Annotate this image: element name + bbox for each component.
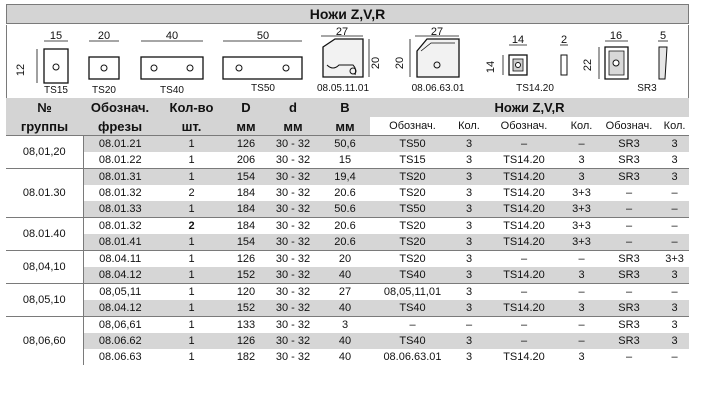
knife-ts1420-drawing xyxy=(485,34,568,94)
ts50-width-dim: 50 xyxy=(256,30,270,42)
knife-080663-drawing xyxy=(394,26,465,94)
080663-height-dim: 20 xyxy=(394,56,406,70)
knife2-name-cell: TS14.20 xyxy=(483,234,565,251)
knife2-name-cell: – xyxy=(483,136,565,153)
knife2-name-cell: TS14.20 xyxy=(503,350,545,363)
knife2-qty-cell: 3 xyxy=(565,267,598,284)
knife2-qty-cell: – xyxy=(565,136,598,153)
knife3-qty-cell: – xyxy=(660,284,689,301)
header-qty: Кол-во xyxy=(157,98,226,117)
header-outer-diameter-unit: мм xyxy=(226,117,266,136)
outer-diameter-cell: 120 xyxy=(226,284,266,301)
table-row xyxy=(6,201,689,218)
ts20-width-dim: 20 xyxy=(97,30,111,42)
knife1-qty-cell: 3 xyxy=(455,267,483,284)
knife2-name-cell: TS14.20 xyxy=(483,267,565,284)
knife3-name-cell: SR3 xyxy=(598,333,660,349)
header-cutter-2: фрезы xyxy=(83,117,157,136)
cutter-qty-cell: 1 xyxy=(157,234,226,251)
cutter-code-cell: 08.01.32 xyxy=(98,186,142,199)
sr3-label: SR3 xyxy=(637,83,657,94)
bore-cell: 30 - 32 xyxy=(266,218,320,235)
knife1-qty-cell: 3 xyxy=(465,153,473,166)
knife2-qty-cell: 3 xyxy=(578,350,585,363)
table-row xyxy=(6,185,689,201)
knife3-name-cell: – xyxy=(625,186,633,199)
cutter-qty-cell: 2 xyxy=(188,186,195,199)
knife3-qty-cell: 3 xyxy=(660,136,689,153)
knife-080511-drawing xyxy=(317,26,382,94)
knife3-name-cell: – xyxy=(598,218,660,235)
header-knife1-qty: Кол. xyxy=(455,117,483,136)
bore-cell: 30 - 32 xyxy=(266,251,320,268)
knife1-name-cell: TS40 xyxy=(370,267,455,284)
knife2-qty-cell: 3+3 xyxy=(565,218,598,235)
knife3-name-cell: – xyxy=(598,234,660,251)
sr3-width-dim: 16 xyxy=(609,30,623,42)
knife2-qty-cell: 3 xyxy=(578,153,585,166)
knife1-qty-cell: 3 xyxy=(455,333,483,349)
header-width: B xyxy=(320,98,370,117)
header-qty-2: шт. xyxy=(157,117,226,136)
table-row xyxy=(6,333,689,349)
outer-diameter-cell: 126 xyxy=(226,333,266,349)
knife2-name-cell: – xyxy=(483,284,565,301)
header-knife1-name: Обознач. xyxy=(370,117,455,136)
knife3-name-cell: SR3 xyxy=(618,153,640,166)
table-row xyxy=(6,169,689,186)
knife1-qty-cell: 3 xyxy=(465,186,473,199)
knife1-qty-cell: 3 xyxy=(455,251,483,268)
cutter-code-cell: 08.01.33 xyxy=(83,201,157,218)
knife2-qty-cell: – xyxy=(565,251,598,268)
header-group-number: № xyxy=(6,98,83,117)
table-row xyxy=(6,317,689,334)
table-row xyxy=(6,218,689,235)
knife2-qty-cell: 3+3 xyxy=(565,234,598,251)
table-row xyxy=(6,300,689,317)
width-cell: 40 xyxy=(320,333,370,349)
knife3-qty-cell: 3 xyxy=(660,267,689,284)
knife2-name-cell: TS14.20 xyxy=(483,169,565,186)
080511-width-dim: 27 xyxy=(335,26,349,38)
width-cell: 20.6 xyxy=(320,218,370,235)
bore-cell: 30 - 32 xyxy=(266,284,320,301)
bore-cell: 30 - 32 xyxy=(266,267,320,284)
header-knife3-name: Обознач. xyxy=(598,117,660,136)
knife1-name-cell: – xyxy=(370,317,455,334)
cutter-qty-cell: 1 xyxy=(157,251,226,268)
knife3-name-cell: SR3 xyxy=(598,317,660,334)
cutter-qty-cell: 1 xyxy=(188,153,195,166)
bore-cell: 30 - 32 xyxy=(266,169,320,186)
table-row xyxy=(6,152,689,169)
knife3-qty-cell: 3 xyxy=(660,333,689,349)
header-width-unit: мм xyxy=(320,117,370,136)
knife3-qty-cell: – xyxy=(671,350,678,363)
ts1420-height-dim: 14 xyxy=(485,60,497,74)
table-row xyxy=(6,251,689,268)
080511-label: 08.05.11.01 xyxy=(316,83,370,94)
cutter-code-cell: 08.01.32 xyxy=(83,218,157,235)
knife1-qty-cell: 3 xyxy=(465,350,473,363)
page-title: Ножи Z,V,R xyxy=(6,4,689,24)
knife1-qty-cell: 3 xyxy=(455,169,483,186)
width-cell: 19,4 xyxy=(320,169,370,186)
cutter-code-cell: 08.01.41 xyxy=(83,234,157,251)
width-cell: 40 xyxy=(320,267,370,284)
outer-diameter-cell: 184 xyxy=(236,186,256,199)
knife2-qty-cell: 3 xyxy=(565,300,598,317)
knife-diagrams xyxy=(6,25,689,98)
outer-diameter-cell: 152 xyxy=(226,267,266,284)
knife1-qty-cell: 3 xyxy=(455,300,483,317)
knife3-name-cell: SR3 xyxy=(598,300,660,317)
ts15-height-dim: 12 xyxy=(15,63,27,77)
knife1-name-cell: TS20 xyxy=(370,234,455,251)
cutter-knife-table xyxy=(6,98,689,365)
knife3-qty-cell: 3 xyxy=(660,169,689,186)
cutter-code-cell: 08,05,11 xyxy=(83,284,157,301)
bore-cell: 30 - 32 xyxy=(266,136,320,153)
ts1420-thick-dim: 2 xyxy=(560,34,568,46)
width-cell: 15 xyxy=(338,153,352,166)
width-cell: 3 xyxy=(320,317,370,334)
knife1-name-cell: TS40 xyxy=(370,333,455,349)
outer-diameter-cell: 152 xyxy=(226,300,266,317)
knife2-name-cell: – xyxy=(483,333,565,349)
bore-cell: 30 - 32 xyxy=(275,153,311,166)
knife3-qty-cell: – xyxy=(660,234,689,251)
group-number-cell: 08,06,60 xyxy=(6,317,83,366)
knife1-name-cell: TS20 xyxy=(370,251,455,268)
header-group-number-2: группы xyxy=(6,117,83,136)
cutter-qty-cell: 1 xyxy=(157,136,226,153)
ts40-width-dim: 40 xyxy=(165,30,179,42)
group-number-cell: 08,04,10 xyxy=(6,251,83,284)
knife3-name-cell: – xyxy=(598,284,660,301)
bore-cell: 30 - 32 xyxy=(266,317,320,334)
knife1-name-cell: TS50 xyxy=(370,136,455,153)
header-knife2-name: Обознач. xyxy=(483,117,565,136)
knife2-name-cell: TS14.20 xyxy=(483,218,565,235)
knife1-name-cell: TS50 xyxy=(370,201,455,218)
bore-cell: 30 - 32 xyxy=(266,201,320,218)
knife2-name-cell: TS14.20 xyxy=(503,186,545,199)
ts1420-width-dim: 14 xyxy=(511,34,525,46)
cutter-qty-cell: 1 xyxy=(157,333,226,349)
knife2-qty-cell: – xyxy=(565,284,598,301)
header-outer-diameter: D xyxy=(226,98,266,117)
knife2-name-cell: TS14.20 xyxy=(483,300,565,317)
knife-ts20-drawing xyxy=(89,30,119,96)
knife-diagram-svg xyxy=(7,25,690,98)
header-cutter: Обознач. xyxy=(83,98,157,117)
cutter-qty-cell: 2 xyxy=(157,218,226,235)
knife3-name-cell: – xyxy=(625,350,633,363)
knife-ts15-drawing xyxy=(15,30,68,96)
ts50-label: TS50 xyxy=(251,83,275,94)
outer-diameter-cell: 126 xyxy=(226,251,266,268)
outer-diameter-cell: 154 xyxy=(226,234,266,251)
cutter-qty-cell: 1 xyxy=(157,317,226,334)
cutter-qty-cell: 1 xyxy=(157,267,226,284)
knife3-qty-cell: – xyxy=(671,186,678,199)
knife-sr3-drawing xyxy=(582,30,668,94)
knife1-name-cell: 08,05,11,01 xyxy=(370,284,455,301)
width-cell: 20.6 xyxy=(320,234,370,251)
ts40-label: TS40 xyxy=(160,85,184,96)
table-row xyxy=(6,234,689,251)
cutter-qty-cell: 1 xyxy=(157,169,226,186)
knife1-qty-cell: 3 xyxy=(455,284,483,301)
knife3-name-cell: – xyxy=(598,201,660,218)
knife3-qty-cell: 3+3 xyxy=(660,251,689,268)
width-cell: 50.6 xyxy=(320,201,370,218)
knife-ts40-drawing xyxy=(141,30,203,96)
sr3-thick-dim: 5 xyxy=(659,30,667,42)
knife3-qty-cell: 3 xyxy=(660,317,689,334)
knife2-name-cell: – xyxy=(483,317,565,334)
group-number-cell: 08,05,10 xyxy=(6,284,83,317)
knife1-name-cell: TS20 xyxy=(399,186,426,199)
knife2-name-cell: – xyxy=(483,251,565,268)
bore-cell: 30 - 32 xyxy=(266,234,320,251)
bore-cell: 30 - 32 xyxy=(275,350,311,363)
cutter-code-cell: 08.01.21 xyxy=(83,136,157,153)
outer-diameter-cell: 126 xyxy=(226,136,266,153)
outer-diameter-cell: 133 xyxy=(226,317,266,334)
knife1-name-cell: 08.06.63.01 xyxy=(383,350,442,363)
table-row xyxy=(6,284,689,301)
table-body xyxy=(6,136,689,366)
knife3-name-cell: SR3 xyxy=(598,136,660,153)
knife2-name-cell: TS14.20 xyxy=(483,201,565,218)
group-number-cell: 08.01.40 xyxy=(6,218,83,251)
knife3-qty-cell: 3 xyxy=(660,300,689,317)
knife1-name-cell: TS20 xyxy=(370,218,455,235)
knife3-qty-cell: 3 xyxy=(671,153,678,166)
knife1-qty-cell: 3 xyxy=(455,136,483,153)
ts1420-label: TS14.20 xyxy=(516,83,554,94)
table-row xyxy=(6,136,689,153)
knife2-qty-cell: 3+3 xyxy=(572,186,591,199)
outer-diameter-cell: 206 xyxy=(236,153,256,166)
cutter-code-cell: 08.06.63 xyxy=(98,350,142,363)
080663-label: 08.06.63.01 xyxy=(411,83,465,94)
knife2-qty-cell: 3+3 xyxy=(565,201,598,218)
cutter-code-cell: 08.01.31 xyxy=(83,169,157,186)
knife1-qty-cell: 3 xyxy=(455,201,483,218)
outer-diameter-cell: 184 xyxy=(226,201,266,218)
cutter-qty-cell: 1 xyxy=(157,284,226,301)
cutter-code-cell: 08,06,61 xyxy=(83,317,157,334)
header-bore-unit: мм xyxy=(266,117,320,136)
cutter-qty-cell: 1 xyxy=(157,201,226,218)
ts20-label: TS20 xyxy=(92,85,116,96)
cutter-code-cell: 08.04.12 xyxy=(83,300,157,317)
knife1-qty-cell: – xyxy=(455,317,483,334)
bore-cell: 30 - 32 xyxy=(266,333,320,349)
group-number-cell: 08.01.30 xyxy=(6,169,83,218)
table-row xyxy=(6,267,689,284)
knife1-name-cell: TS40 xyxy=(370,300,455,317)
knife3-name-cell: SR3 xyxy=(598,267,660,284)
sr3-height-dim: 22 xyxy=(582,58,594,72)
knife3-qty-cell: – xyxy=(660,218,689,235)
header-knives: Ножи Z,V,R xyxy=(370,98,689,117)
knife1-qty-cell: 3 xyxy=(455,234,483,251)
header-knife3-qty: Кол. xyxy=(660,117,689,136)
cutter-code-cell: 08.04.12 xyxy=(83,267,157,284)
cutter-code-cell: 08.01.22 xyxy=(98,153,142,166)
knife1-name-cell: TS15 xyxy=(399,153,426,166)
knife2-name-cell: TS14.20 xyxy=(503,153,545,166)
ts15-width-dim: 15 xyxy=(49,30,63,42)
cutter-qty-cell: 1 xyxy=(188,350,195,363)
knife1-name-cell: TS20 xyxy=(370,169,455,186)
knife3-name-cell: SR3 xyxy=(598,251,660,268)
cutter-code-cell: 08.06.62 xyxy=(83,333,157,349)
knife2-qty-cell: 3 xyxy=(565,169,598,186)
knife-ts50-drawing xyxy=(223,30,302,94)
width-cell: 27 xyxy=(320,284,370,301)
080511-height-dim: 20 xyxy=(370,56,382,70)
header-bore: d xyxy=(266,98,320,117)
bore-cell: 30 - 32 xyxy=(275,186,311,199)
knife2-qty-cell: – xyxy=(565,333,598,349)
080663-width-dim: 27 xyxy=(430,26,444,38)
ts15-label: TS15 xyxy=(44,85,68,96)
header-knife2-qty: Кол. xyxy=(565,117,598,136)
knife3-qty-cell: – xyxy=(660,201,689,218)
width-cell: 20 xyxy=(320,251,370,268)
cutter-code-cell: 08.04.11 xyxy=(83,251,157,268)
knife1-qty-cell: 3 xyxy=(455,218,483,235)
outer-diameter-cell: 154 xyxy=(226,169,266,186)
cutter-qty-cell: 1 xyxy=(157,300,226,317)
knife2-qty-cell: – xyxy=(565,317,598,334)
width-cell: 50,6 xyxy=(320,136,370,153)
width-cell: 40 xyxy=(320,300,370,317)
outer-diameter-cell: 182 xyxy=(236,350,256,363)
bore-cell: 30 - 32 xyxy=(266,300,320,317)
width-cell: 40 xyxy=(338,350,352,363)
table-row xyxy=(6,349,689,365)
outer-diameter-cell: 184 xyxy=(226,218,266,235)
knife3-name-cell: SR3 xyxy=(598,169,660,186)
group-number-cell: 08,01,20 xyxy=(6,136,83,169)
width-cell: 20.6 xyxy=(334,186,356,199)
